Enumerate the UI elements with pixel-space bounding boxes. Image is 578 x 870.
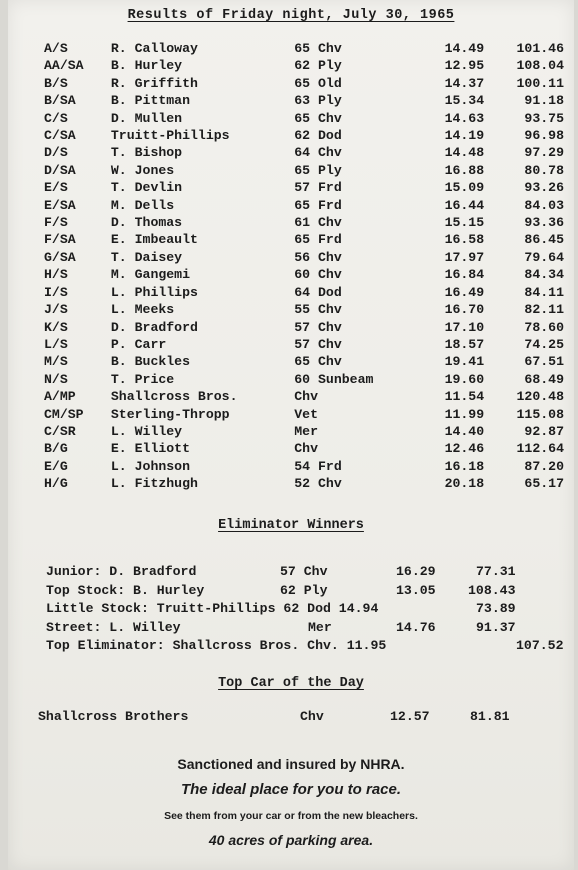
result-mph: 120.48 xyxy=(516,389,564,405)
result-et: 17.10 xyxy=(444,319,485,335)
result-et: 16.84 xyxy=(444,267,485,283)
result-mph: 68.49 xyxy=(524,371,564,387)
result-car: 54 Frd xyxy=(294,458,342,474)
result-et: 14.40 xyxy=(444,423,485,439)
eliminator-mph: 77.31 xyxy=(476,564,516,579)
result-car: 57 Frd xyxy=(294,180,342,196)
result-car: 52 Chv xyxy=(294,476,342,492)
results-body xyxy=(44,40,564,493)
result-class: E/G xyxy=(44,458,68,474)
result-et: 12.46 xyxy=(444,441,485,457)
result-row xyxy=(44,162,564,179)
result-row xyxy=(44,231,564,248)
top-car-heading: Top Car of the Day xyxy=(218,676,364,691)
top-car-mph: 81.81 xyxy=(470,709,510,724)
eliminator-et: 16.29 xyxy=(396,564,436,579)
result-et: 14.49 xyxy=(444,41,485,56)
result-mph: 115.08 xyxy=(516,406,564,422)
result-mph: 96.98 xyxy=(524,128,564,144)
result-driver: E. Elliott xyxy=(110,441,191,457)
result-row xyxy=(44,475,564,492)
result-driver: Sterling-Thropp xyxy=(110,406,230,422)
result-class: C/SR xyxy=(44,423,76,439)
result-mph: 93.75 xyxy=(524,110,564,126)
result-car: Mer xyxy=(294,423,319,439)
result-row xyxy=(44,57,564,74)
result-mph: 78.60 xyxy=(524,319,564,335)
result-class: A/MP xyxy=(44,389,76,405)
eliminator-label: Little Stock: Truitt-Phillips 62 Dod 14.94 xyxy=(46,601,379,617)
result-driver: L. Willey xyxy=(110,423,183,439)
result-et: 19.60 xyxy=(444,371,485,387)
eliminator-car: 62 Ply xyxy=(280,582,328,598)
result-et: 14.37 xyxy=(444,75,485,91)
result-driver: B. Buckles xyxy=(110,354,191,370)
result-row xyxy=(44,423,564,440)
eliminator-label: Top Stock: B. Hurley xyxy=(46,582,205,598)
result-class: M/S xyxy=(44,354,68,370)
result-row xyxy=(44,249,564,266)
result-et: 16.44 xyxy=(444,197,485,213)
result-et: 12.95 xyxy=(444,58,485,74)
result-et: 19.41 xyxy=(444,354,485,370)
result-class: C/S xyxy=(44,110,68,126)
result-mph: 97.29 xyxy=(524,145,564,161)
result-row xyxy=(44,458,564,475)
result-mph: 86.45 xyxy=(524,232,564,248)
eliminator-et: 13.05 xyxy=(396,582,436,598)
result-driver: T. Bishop xyxy=(110,145,183,161)
top-car-row xyxy=(38,709,568,729)
result-car: 65 Chv xyxy=(294,41,342,56)
result-row xyxy=(44,197,564,214)
result-class: D/SA xyxy=(44,162,76,178)
result-driver: Truitt-Phillips xyxy=(110,128,230,144)
result-car: 65 Frd xyxy=(294,197,342,213)
eliminator-row-top-stock xyxy=(46,582,576,601)
result-mph: 82.11 xyxy=(524,302,564,318)
result-mph: 108.04 xyxy=(516,58,564,74)
result-row xyxy=(44,92,564,109)
result-car: Chv xyxy=(294,389,319,405)
result-car: 55 Chv xyxy=(294,302,342,318)
result-driver: L. Fitzhugh xyxy=(110,476,198,492)
footer-parking: 40 acres of parking area. xyxy=(208,832,374,848)
result-car: 65 Chv xyxy=(294,110,342,126)
result-class: B/S xyxy=(44,75,68,91)
eliminator-mph: 73.89 xyxy=(476,601,516,617)
result-et: 18.57 xyxy=(444,336,485,352)
eliminator-row-little-stock xyxy=(46,600,576,619)
result-car: 56 Chv xyxy=(294,249,342,265)
result-et: 16.70 xyxy=(444,302,485,318)
result-et: 14.48 xyxy=(444,145,485,161)
result-et: 16.49 xyxy=(444,284,485,300)
page-title: Results of Friday night, July 30, 1965 xyxy=(127,8,455,23)
result-class: L/S xyxy=(44,336,68,352)
footer-sanctioned: Sanctioned and insured by NHRA. xyxy=(177,756,405,772)
result-class: I/S xyxy=(44,284,68,300)
result-driver: B. Hurley xyxy=(110,58,183,74)
result-et: 14.19 xyxy=(444,128,485,144)
eliminator-mph: 91.37 xyxy=(476,619,516,635)
result-et: 15.09 xyxy=(444,180,485,196)
result-car: 65 Frd xyxy=(294,232,342,248)
result-driver: D. Bradford xyxy=(110,319,198,335)
result-row xyxy=(44,406,564,423)
result-class: D/S xyxy=(44,145,68,161)
result-mph: 100.11 xyxy=(516,75,564,91)
result-row xyxy=(44,319,564,336)
result-class: N/S xyxy=(44,371,68,387)
result-car: 62 Ply xyxy=(294,58,342,74)
result-class: H/G xyxy=(44,476,68,492)
result-car: Chv xyxy=(294,441,319,457)
result-mph: 87.20 xyxy=(524,458,564,474)
result-driver: T. Price xyxy=(110,371,175,387)
result-car: 57 Chv xyxy=(294,319,342,335)
result-row xyxy=(44,301,564,318)
result-car: 65 Chv xyxy=(294,354,342,370)
result-mph: 92.87 xyxy=(524,423,564,439)
result-class: J/S xyxy=(44,302,68,318)
result-driver: T. Devlin xyxy=(110,180,183,196)
result-driver: L. Johnson xyxy=(110,458,191,474)
result-car: 63 Ply xyxy=(294,93,342,109)
result-mph: 79.64 xyxy=(524,249,564,265)
eliminator-mph: 108.43 xyxy=(468,582,516,598)
footer-bleachers: See them from your car or from the new bleachers. xyxy=(164,810,418,822)
result-class: G/SA xyxy=(44,249,76,265)
result-mph: 91.18 xyxy=(524,93,564,109)
result-class: C/SA xyxy=(44,128,76,144)
result-driver: E. Imbeault xyxy=(110,232,198,248)
result-mph: 93.26 xyxy=(524,180,564,196)
result-row xyxy=(44,353,564,370)
result-driver: P. Carr xyxy=(110,336,167,352)
result-row xyxy=(44,266,564,283)
result-car: 64 Dod xyxy=(294,284,342,300)
result-car: 65 Old xyxy=(294,75,342,91)
result-driver: D. Thomas xyxy=(110,215,183,231)
result-driver: R. Calloway xyxy=(110,41,198,56)
result-et: 15.34 xyxy=(444,93,485,109)
eliminator-list xyxy=(46,563,576,656)
eliminator-label: Street: L. Willey xyxy=(46,619,181,635)
result-driver: R. Griffith xyxy=(110,75,198,91)
result-mph: 84.11 xyxy=(524,284,564,300)
result-class: H/S xyxy=(44,267,68,283)
result-car: 57 Chv xyxy=(294,336,342,352)
result-car: 65 Ply xyxy=(294,162,342,178)
result-car: 60 Chv xyxy=(294,267,342,283)
result-driver: B. Pittman xyxy=(110,93,191,109)
result-driver: M. Dells xyxy=(110,197,175,213)
result-row xyxy=(44,388,564,405)
result-row xyxy=(44,284,564,301)
result-row xyxy=(44,371,564,388)
result-mph: 101.46 xyxy=(516,41,564,56)
program-page xyxy=(8,0,574,870)
eliminator-et: 14.76 xyxy=(396,619,436,635)
top-car-name: Shallcross Brothers xyxy=(38,709,189,724)
result-et: 11.99 xyxy=(444,406,485,422)
result-driver: D. Mullen xyxy=(110,110,183,126)
result-class: B/G xyxy=(44,441,68,457)
result-row xyxy=(44,110,564,127)
result-class: B/SA xyxy=(44,93,76,109)
result-car: 60 Sunbeam xyxy=(294,371,374,387)
result-row xyxy=(44,214,564,231)
result-row xyxy=(44,336,564,353)
result-mph: 65.17 xyxy=(524,476,564,492)
result-class: CM/SP xyxy=(44,406,84,422)
result-et: 20.18 xyxy=(444,476,485,492)
result-row xyxy=(44,440,564,457)
top-car-et: 12.57 xyxy=(390,709,430,724)
result-mph: 74.25 xyxy=(524,336,564,352)
result-class: F/SA xyxy=(44,232,76,248)
result-row xyxy=(44,144,564,161)
result-et: 17.97 xyxy=(444,249,485,265)
result-car: 61 Chv xyxy=(294,215,342,231)
result-et: 11.54 xyxy=(444,389,485,405)
result-mph: 112.64 xyxy=(516,441,564,457)
result-class: AA/SA xyxy=(44,58,84,74)
result-mph: 67.51 xyxy=(524,354,564,370)
result-driver: W. Jones xyxy=(110,162,175,178)
result-mph: 84.03 xyxy=(524,197,564,213)
eliminator-heading: Eliminator Winners xyxy=(218,518,364,533)
eliminator-mph: 107.52 xyxy=(516,638,564,654)
result-driver: T. Daisey xyxy=(110,249,183,265)
result-class: A/S xyxy=(44,41,68,56)
eliminator-row-top-eliminator xyxy=(46,637,576,656)
result-et: 16.18 xyxy=(444,458,485,474)
eliminator-label: Junior: D. Bradford xyxy=(46,564,197,579)
result-car: 62 Dod xyxy=(294,128,342,144)
result-car: 64 Chv xyxy=(294,145,342,161)
result-class: E/S xyxy=(44,180,68,196)
eliminator-car: Mer xyxy=(308,619,332,635)
result-row xyxy=(44,75,564,92)
eliminator-row-junior xyxy=(46,563,576,582)
result-et: 15.15 xyxy=(444,215,485,231)
result-row xyxy=(44,127,564,144)
result-driver: L. Meeks xyxy=(110,302,175,318)
result-row xyxy=(44,179,564,196)
result-et: 14.63 xyxy=(444,110,485,126)
result-mph: 84.34 xyxy=(524,267,564,283)
result-driver: L. Phillips xyxy=(110,284,198,300)
result-driver: Shallcross Bros. xyxy=(110,389,238,405)
result-car: Vet xyxy=(294,406,319,422)
eliminator-row-street xyxy=(46,619,576,638)
result-class: F/S xyxy=(44,215,68,231)
result-mph: 80.78 xyxy=(524,162,564,178)
result-row xyxy=(44,40,564,57)
result-driver: M. Gangemi xyxy=(110,267,191,283)
top-car-car: Chv xyxy=(300,709,324,724)
eliminator-label: Top Eliminator: Shallcross Bros. Chv. 11.95 xyxy=(46,638,387,654)
result-class: E/SA xyxy=(44,197,76,213)
result-et: 16.58 xyxy=(444,232,485,248)
result-mph: 93.36 xyxy=(524,215,564,231)
results-table xyxy=(44,40,564,493)
eliminator-car: 57 Chv xyxy=(280,564,328,579)
footer-tagline: The ideal place for you to race. xyxy=(180,781,402,798)
result-class: K/S xyxy=(44,319,68,335)
result-et: 16.88 xyxy=(444,162,485,178)
